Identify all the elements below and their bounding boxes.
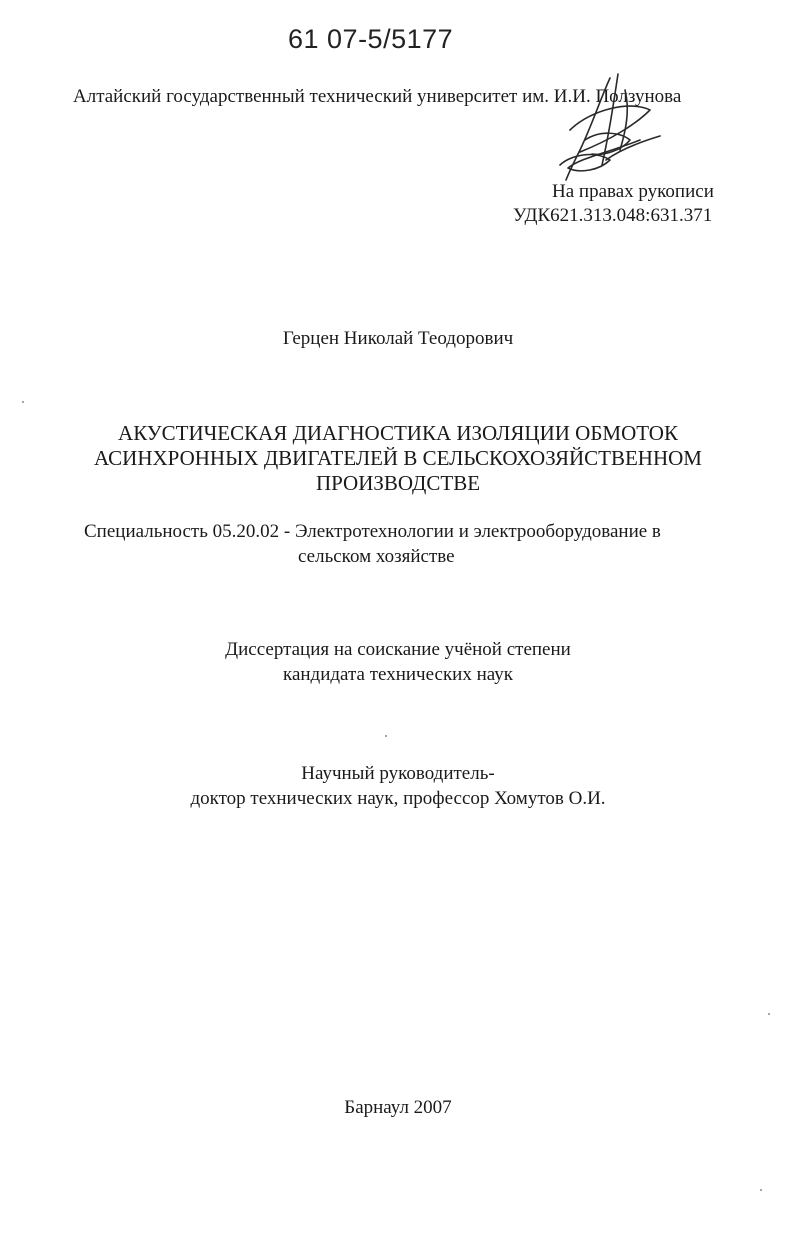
scientific-advisor — [0, 761, 796, 811]
udc-code: УДК621.313.048:631.371 — [513, 205, 713, 226]
specialty-line: сельском хозяйстве — [298, 546, 455, 567]
archive-number: 61 07-5/5177 — [288, 24, 454, 54]
degree-statement — [0, 637, 796, 687]
degree-line: Диссертация на соискание учёной степени — [225, 639, 571, 660]
title-line: АСИНХРОННЫХ ДВИГАТЕЛЕЙ В СЕЛЬСКОХОЗЯЙСТВЕННОМ — [94, 446, 702, 470]
author-name: Герцен Николай Теодорович — [282, 328, 514, 349]
title-line: АКУСТИЧЕСКАЯ ДИАГНОСТИКА ИЗОЛЯЦИИ ОБМОТОК — [118, 421, 678, 445]
specialty-line: Специальность 05.20.02 - Электротехнологии и электрооборудование в — [84, 521, 661, 542]
specialty — [84, 519, 661, 569]
scan-speck — [760, 1189, 762, 1191]
dissertation-title — [0, 421, 796, 496]
scan-speck — [768, 1013, 770, 1015]
title-line: ПРОИЗВОДСТВЕ — [315, 471, 481, 495]
signature-image — [540, 70, 680, 190]
university-name: Алтайский государственный технический университет им. И.И. Ползунова — [73, 86, 682, 107]
degree-line: кандидата технических наук — [283, 664, 513, 685]
advisor-line: доктор технических наук, профессор Хомутов О.И. — [190, 788, 606, 809]
manuscript-note: На правах рукописи — [552, 181, 714, 202]
scan-speck — [385, 735, 387, 737]
advisor-line: Научный руководитель- — [301, 763, 495, 784]
scan-speck — [22, 401, 24, 403]
city-year: Барнаул 2007 — [344, 1097, 452, 1118]
